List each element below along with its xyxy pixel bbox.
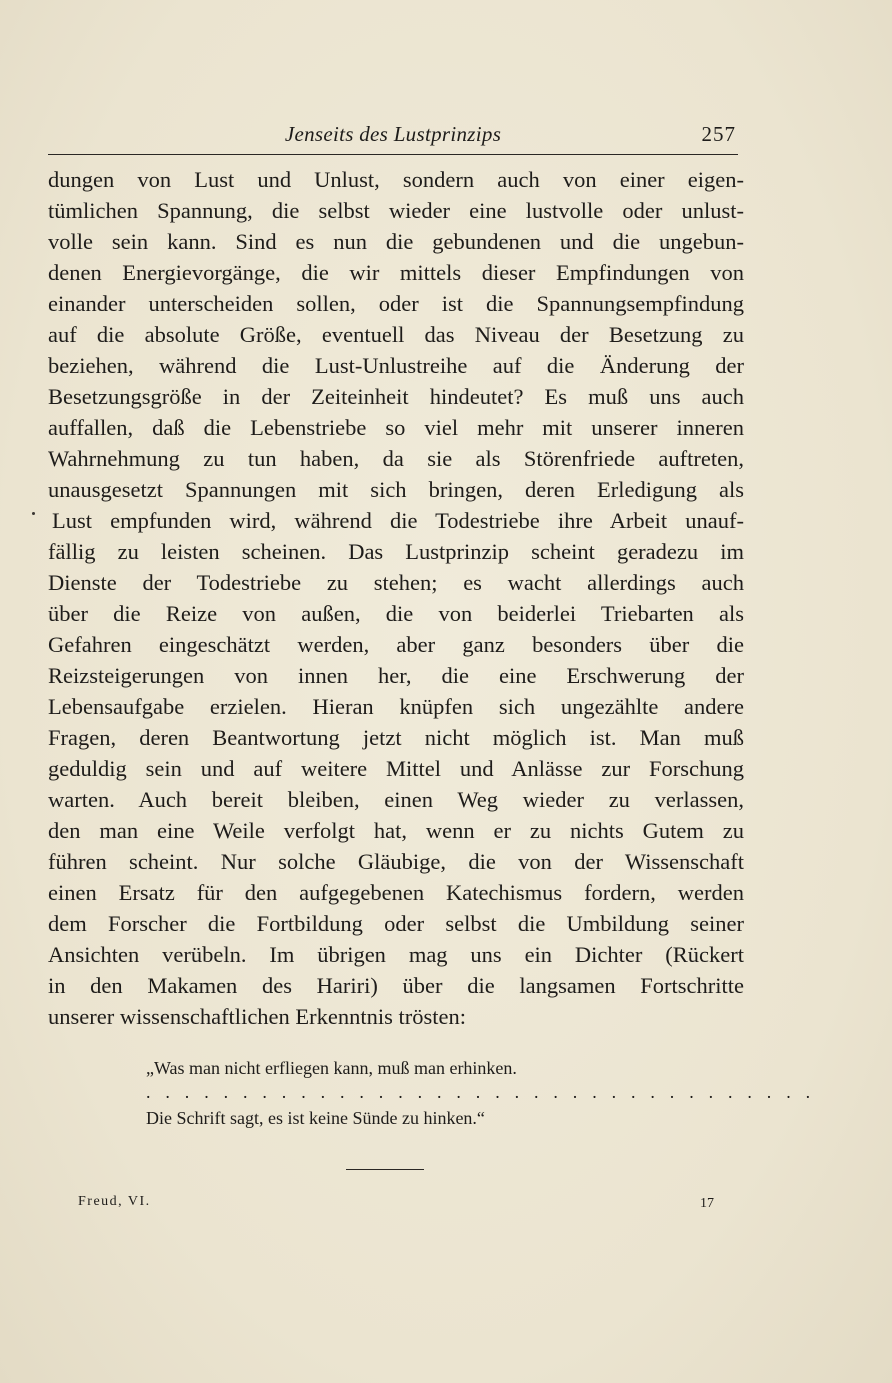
text-line: volle sein kann. Sind es nun die gebundenen und die ungebun-	[48, 229, 744, 254]
text-line: tümlichen Spannung, die selbst wieder eine lustvolle oder unlust-	[48, 198, 744, 223]
text-line: dem Forscher die Fortbildung oder selbst die Umbildung seiner	[48, 911, 744, 936]
text-line: unausgesetzt Spannungen mit sich bringen, deren Erledigung als	[48, 477, 744, 502]
quote-ellipsis-dots: . . . . . . . . . . . . . . . . . . . . . . . . . . . . . . . . . . .	[146, 1082, 816, 1102]
footer-divider	[346, 1169, 424, 1170]
text-line: dungen von Lust und Unlust, sondern auch von einer eigen-	[48, 167, 744, 192]
text-line: auf die absolute Größe, eventuell das Niveau der Besetzung zu	[48, 322, 744, 347]
text-line: Ansichten verübeln. Im übrigen mag uns ein Dichter (Rückert	[48, 942, 744, 967]
text-line: Besetzungsgröße in der Zeiteinheit hindeutet? Es muß uns auch	[48, 384, 744, 409]
text-line: warten. Auch bereit bleiben, einen Weg wieder zu verlassen,	[48, 787, 744, 812]
signature-mark: Freud, VI.	[78, 1194, 151, 1209]
text-line: einander unterscheiden sollen, oder ist die Spannungsempfindung	[48, 291, 744, 316]
text-line: beziehen, während die Lust-Unlustreihe auf die Änderung der	[48, 353, 744, 378]
text-line: fällig zu leisten scheinen. Das Lustprinzip scheint geradezu im	[48, 539, 744, 564]
text-line: einen Ersatz für den aufgegebenen Katechismus fordern, werden	[48, 880, 744, 905]
text-line: Lebensaufgabe erzielen. Hieran knüpfen sich ungezählte andere	[48, 694, 744, 719]
text-line: den man eine Weile verfolgt hat, wenn er zu nichts Gutem zu	[48, 818, 744, 843]
text-line: Fragen, deren Beantwortung jetzt nicht möglich ist. Man muß	[48, 725, 744, 750]
running-head	[48, 120, 738, 155]
text-line: führen scheint. Nur solche Gläubige, die von der Wissenschaft	[48, 849, 744, 874]
text-line: Dienste der Todestriebe zu stehen; es wacht allerdings auch	[48, 570, 744, 595]
text-line: denen Energievorgänge, die wir mittels dieser Empfindungen von	[48, 260, 744, 285]
body-text	[48, 164, 744, 1032]
quote-line-1: „Was man nicht erfliegen kann, muß man erhinken.	[146, 1058, 517, 1078]
text-line-last: unserer wissenschaftlichen Erkenntnis trösten:	[48, 1004, 467, 1029]
text-line: in den Makamen des Hariri) über die langsamen Fortschritte	[48, 973, 744, 998]
text-line: Reizsteigerungen von innen her, die eine Erschwerung der	[48, 663, 744, 688]
signature-number: 17	[700, 1196, 714, 1211]
text-line: über die Reize von außen, die von beiderlei Triebarten als	[48, 601, 744, 626]
text-line: auffallen, daß die Lebenstriebe so viel mehr mit unserer inneren	[48, 415, 744, 440]
verse-quote	[146, 1055, 816, 1131]
text-line: Lust empfunden wird, während die Todestriebe ihre Arbeit unauf-	[52, 508, 744, 533]
text-line: Gefahren eingeschätzt werden, aber ganz besonders über die	[48, 632, 744, 657]
quote-line-2: Die Schrift sagt, es ist keine Sünde zu hinken.“	[146, 1108, 485, 1128]
margin-speck	[32, 512, 35, 515]
text-line: Wahrnehmung zu tun haben, da sie als Störenfriede auftreten,	[48, 446, 744, 471]
text-line: geduldig sein und auf weitere Mittel und Anlässe zur Forschung	[48, 756, 744, 781]
page-number: 257	[701, 122, 736, 146]
running-title: Jenseits des Lustprinzips	[284, 122, 502, 146]
